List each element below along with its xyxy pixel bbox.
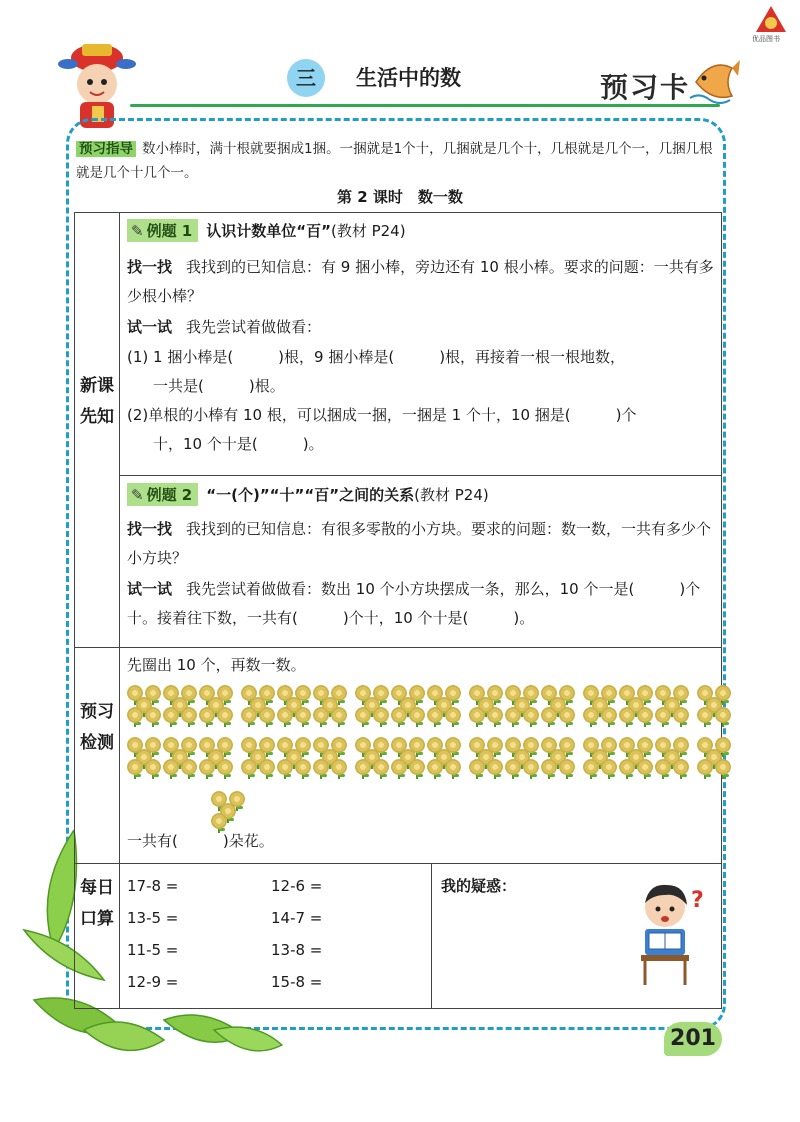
column-divider bbox=[119, 863, 120, 1009]
calc-item: 12-9 = bbox=[127, 973, 179, 991]
svg-text:?: ? bbox=[691, 888, 704, 913]
example-2-tag-label: 例题 2 bbox=[146, 486, 193, 504]
example-1-source: (教材 P24) bbox=[330, 222, 406, 240]
flower bbox=[541, 707, 557, 723]
calc-item: 13-8 = bbox=[271, 941, 323, 959]
calc-item: 17-8 = bbox=[127, 877, 179, 895]
flower bbox=[313, 707, 329, 723]
flower bbox=[427, 759, 443, 775]
section-new-lesson: 新课先知 bbox=[80, 376, 114, 427]
flower bbox=[445, 759, 461, 775]
doubts-label: 我的疑惑： bbox=[441, 877, 517, 895]
flower bbox=[487, 707, 503, 723]
flower bbox=[277, 707, 293, 723]
example-2-title: “一(个)”“十”“百”之间的关系 bbox=[206, 486, 415, 504]
example-1-tag-label: 例题 1 bbox=[146, 222, 193, 240]
flower bbox=[331, 759, 347, 775]
flower bbox=[505, 759, 521, 775]
flower bbox=[601, 707, 617, 723]
flower bbox=[715, 759, 731, 775]
calc-item: 11-5 = bbox=[127, 941, 179, 959]
flower bbox=[409, 759, 425, 775]
example-1-try bbox=[127, 313, 715, 342]
section-preview-check: 预习检测 bbox=[80, 702, 114, 753]
flower bbox=[295, 759, 311, 775]
example-2-find bbox=[127, 515, 715, 573]
flower bbox=[241, 707, 257, 723]
calc-item: 13-5 = bbox=[127, 909, 179, 927]
flower bbox=[583, 759, 599, 775]
flower bbox=[409, 707, 425, 723]
try-label: 试一试 bbox=[127, 580, 173, 598]
flower bbox=[655, 707, 671, 723]
flower bbox=[313, 759, 329, 775]
flower bbox=[697, 707, 713, 723]
example-2-try bbox=[127, 575, 715, 633]
flower bbox=[655, 759, 671, 775]
example-1-heading bbox=[127, 219, 406, 242]
preview-instruction: 先圈出 10 个，再数一数。 bbox=[127, 656, 306, 674]
publisher-logo-icon bbox=[754, 4, 788, 34]
flower bbox=[163, 759, 179, 775]
flower bbox=[469, 707, 485, 723]
example-1-title: 认识计数单位“百” bbox=[206, 222, 331, 240]
flower bbox=[619, 707, 635, 723]
question-2-line-2: 十，10 个十是( )。 bbox=[153, 435, 324, 453]
try-label: 试一试 bbox=[127, 318, 173, 336]
guide-text: 数小棒时，满十根就要捆成1捆。一捆就是1个十，几捆就是几个十，几根就是几个一，几捆几根就是几个十几个一。 bbox=[76, 141, 713, 181]
preview-card-title: 预习卡 bbox=[600, 71, 691, 104]
flower bbox=[145, 707, 161, 723]
example-1-find bbox=[127, 253, 715, 311]
question-1-line-1: (1) 1 捆小棒是( )根，9 捆小棒是( )根，再接着一根一根地数， bbox=[127, 348, 626, 366]
flower bbox=[523, 707, 539, 723]
flower bbox=[373, 707, 389, 723]
column-divider bbox=[431, 863, 432, 1009]
example-2-tag bbox=[127, 483, 198, 506]
flower bbox=[241, 759, 257, 775]
flower bbox=[259, 707, 275, 723]
flower bbox=[373, 759, 389, 775]
flower bbox=[715, 707, 731, 723]
find-label: 找一找 bbox=[127, 520, 173, 538]
flower bbox=[217, 707, 233, 723]
calc-item: 14-7 = bbox=[271, 909, 323, 927]
flower bbox=[427, 707, 443, 723]
flower bbox=[391, 707, 407, 723]
flower bbox=[295, 707, 311, 723]
flower-field bbox=[127, 685, 717, 825]
flower bbox=[505, 707, 521, 723]
flower bbox=[145, 759, 161, 775]
flower bbox=[199, 707, 215, 723]
example-1-tag bbox=[127, 219, 198, 242]
guide-tag: 预习指导 bbox=[76, 141, 136, 157]
flower bbox=[637, 707, 653, 723]
row-divider bbox=[75, 863, 721, 864]
unit-number-badge: 三 bbox=[287, 59, 325, 97]
find-label: 找一找 bbox=[127, 258, 173, 276]
flower bbox=[601, 759, 617, 775]
flower bbox=[127, 759, 143, 775]
flower bbox=[277, 759, 293, 775]
flower bbox=[127, 707, 143, 723]
try-text: 我先尝试着做做看： bbox=[186, 318, 322, 336]
lesson-table bbox=[74, 212, 722, 1009]
flower bbox=[487, 759, 503, 775]
lesson-title: 第 2 课时 数一数 bbox=[337, 188, 463, 206]
try-text: 我先尝试着做做看：数出 10 个小方块摆成一条，那么，10 个一是( )个十。接着往下数，一共有( )个十，10 个十是( )。 bbox=[127, 580, 701, 627]
flower bbox=[583, 707, 599, 723]
section-daily-mental-math: 每日口算 bbox=[80, 878, 114, 929]
flower bbox=[163, 707, 179, 723]
example-2-block bbox=[119, 475, 721, 647]
flower bbox=[445, 707, 461, 723]
calc-item: 15-8 = bbox=[271, 973, 323, 991]
flower bbox=[673, 759, 689, 775]
flower bbox=[217, 759, 233, 775]
unit-title: 生活中的数 bbox=[356, 66, 461, 90]
example-2-source: (教材 P24) bbox=[414, 486, 489, 504]
flower bbox=[391, 759, 407, 775]
pencil-icon: ✎ bbox=[131, 222, 144, 240]
boy-reading-illustration bbox=[631, 877, 717, 987]
flower bbox=[355, 759, 371, 775]
flower bbox=[469, 759, 485, 775]
calc-item: 12-6 = bbox=[271, 877, 323, 895]
question-2-line-1: (2)单根的小棒有 10 根，可以捆成一捆，一捆是 1 个十，10 捆是( )个 bbox=[127, 406, 637, 424]
preview-guide bbox=[76, 137, 716, 185]
flower bbox=[697, 759, 713, 775]
flower bbox=[637, 759, 653, 775]
flower bbox=[673, 707, 689, 723]
flower bbox=[331, 707, 347, 723]
page-number: 201 bbox=[664, 1022, 722, 1056]
publisher-name: 优品图书 bbox=[752, 35, 780, 43]
flower bbox=[559, 707, 575, 723]
flower bbox=[541, 759, 557, 775]
find-text: 我找到的已知信息：有 9 捆小棒，旁边还有 10 根小棒。要求的问题：一共有多少根小棒？ bbox=[127, 258, 714, 305]
flower bbox=[559, 759, 575, 775]
flower bbox=[199, 759, 215, 775]
flower bbox=[181, 759, 197, 775]
example-2-heading bbox=[127, 483, 489, 506]
question-1-line-2: 一共是( )根。 bbox=[153, 377, 285, 395]
flower bbox=[259, 759, 275, 775]
flower bbox=[523, 759, 539, 775]
flower bbox=[181, 707, 197, 723]
preview-answer: 一共有( )朵花。 bbox=[127, 832, 274, 850]
jumping-fish-illustration bbox=[686, 52, 740, 108]
preview-check-block bbox=[119, 647, 721, 863]
pencil-icon: ✎ bbox=[131, 486, 144, 504]
find-text: 我找到的已知信息：有很多零散的小方块。要求的问题：数一数，一共有多少个小方块？ bbox=[127, 520, 712, 567]
example-1-block bbox=[119, 213, 721, 475]
flower bbox=[355, 707, 371, 723]
flower bbox=[619, 759, 635, 775]
